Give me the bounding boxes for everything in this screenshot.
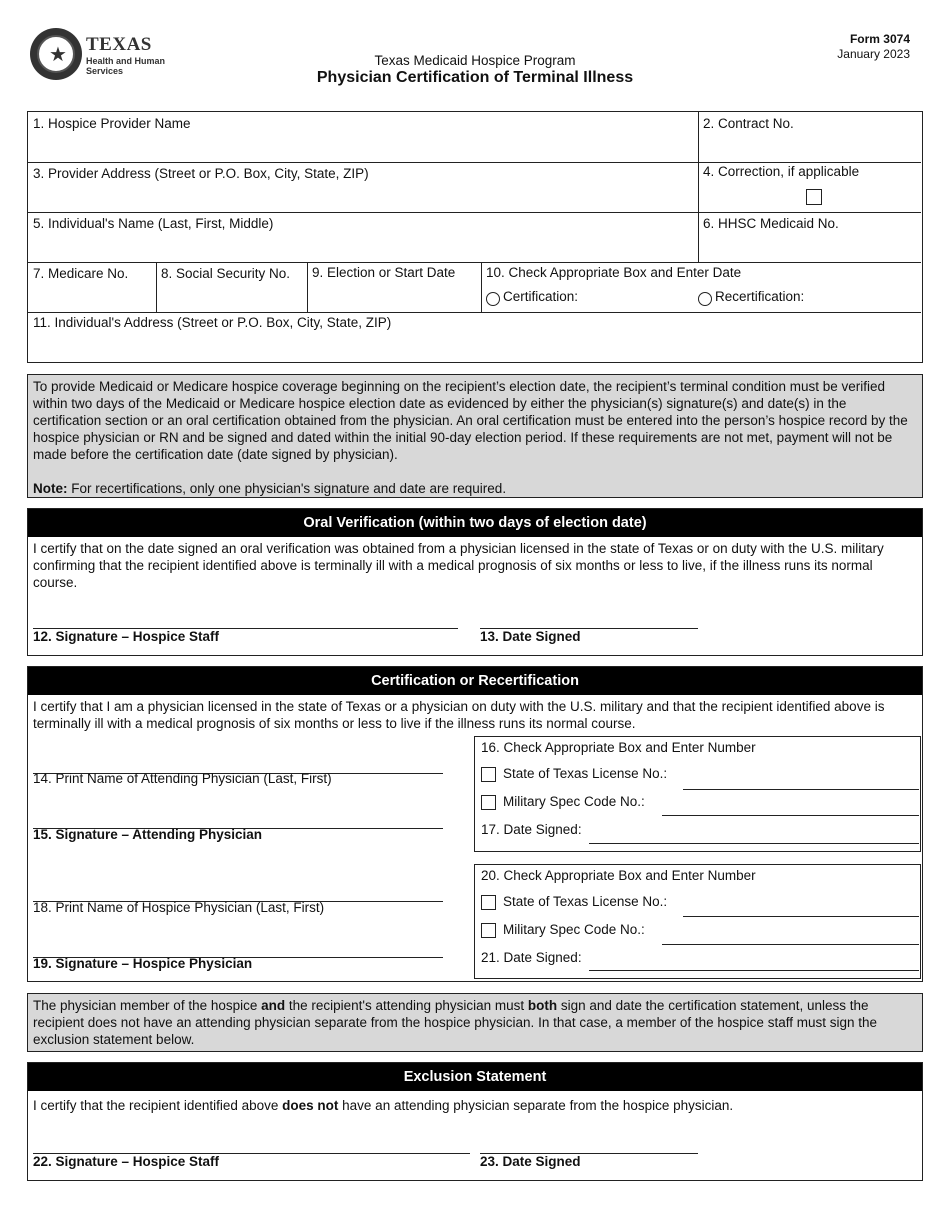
texas-license-label-16: State of Texas License No.: (503, 766, 668, 781)
field-2-contract-no[interactable]: 2. Contract No. (703, 116, 794, 131)
field-3-provider-address[interactable]: 3. Provider Address (Street or P.O. Box, City, State, ZIP) (33, 166, 369, 181)
certification-heading: Certification or Recertification (28, 667, 922, 695)
field-18-hospice-physician-name: 18. Print Name of Hospice Physician (Last, First) (33, 900, 325, 915)
certification-radio[interactable] (486, 292, 500, 306)
field-22-signature-hospice-staff: 22. Signature – Hospice Staff (33, 1154, 220, 1169)
field-5-individual-name[interactable]: 5. Individual's Name (Last, First, Middle) (33, 216, 274, 231)
certification-label: Certification: (503, 289, 579, 304)
exclusion-text-2: have an attending physician separate from the hospice physician. (338, 1098, 734, 1113)
note-text: For recertifications, only one physician's signature and date are required. (67, 481, 507, 496)
notice-2-text-3: sign and date the certification statement, unless the recipient does not have an attending physician separate from the hospice physician. In that case, a member of the hospice staff must sign the exclusion statement below. (33, 998, 877, 1047)
field-7-medicare-no[interactable]: 7. Medicare No. (33, 266, 129, 281)
field-10-check-box-date: 10. Check Appropriate Box and Enter Date (486, 265, 742, 280)
field-23-date-signed: 23. Date Signed (480, 1154, 581, 1169)
oral-verification-statement: I certify that on the date signed an oral verification was obtained from a physician licensed in the state of Texas or on duty with the U.S. military confirming that the recipient identified above is terminally ill with a medical prognosis of six months or less to live, if the illness runs its normal course. (33, 541, 884, 590)
provider-individual-info-grid (27, 111, 923, 363)
field-13-date-signed: 13. Date Signed (480, 629, 581, 644)
program-name: Texas Medicaid Hospice Program (374, 53, 576, 68)
texas-license-line-16[interactable] (683, 789, 919, 790)
form-title: Physician Certification of Terminal Illness (316, 69, 634, 86)
notice-2-bold-both: both (527, 998, 558, 1013)
exclusion-text-1: I certify that the recipient identified above (33, 1098, 283, 1113)
oral-verification-heading: Oral Verification (within two days of election date) (28, 509, 922, 537)
military-code-label-20: Military Spec Code No.: (503, 922, 645, 937)
recertification-label: Recertification: (715, 289, 805, 304)
field-17-date-signed: 17. Date Signed: (481, 822, 582, 837)
coverage-notice-text: To provide Medicaid or Medicare hospice coverage beginning on the recipient’s election date, the recipient’s terminal condition must be verified within two days of the Medicaid or Medicare hospice election date as evidenced by either the physician(s) signature(s) and date(s) in the certification section or an oral certification obtained from the physician. An oral certification must be entered into the person’s hospice record by the hospice physician or RN and be signed and dated within the initial 90-day election period. If these requirements are not met, payment will not be made before the certification date (date signed by physician). (33, 379, 908, 462)
military-code-label-16: Military Spec Code No.: (503, 794, 645, 809)
oral-verification-section (27, 508, 923, 656)
exclusion-statement-section (27, 1062, 923, 1181)
field-19-signature-hospice-physician: 19. Signature – Hospice Physician (33, 956, 253, 971)
field-20-check-box-number: 20. Check Appropriate Box and Enter Number (481, 868, 756, 883)
date-line-21[interactable] (589, 970, 919, 971)
military-code-line-20[interactable] (662, 944, 919, 945)
hospice-physician-license-box (474, 864, 921, 979)
logo-wordmark: TEXAS (86, 34, 152, 55)
attending-physician-license-box (474, 736, 921, 852)
exclusion-statement-text (33, 1097, 917, 1114)
coverage-notice (27, 374, 923, 498)
form-date: January 2023 (837, 47, 910, 61)
field-8-ssn[interactable]: 8. Social Security No. (161, 266, 291, 281)
date-line-17[interactable] (589, 843, 919, 844)
notice-2-text-2: the recipient's attending physician must (285, 998, 528, 1013)
exclusion-bold-does-not: does not (282, 1098, 339, 1113)
recertification-radio[interactable] (698, 292, 712, 306)
correction-checkbox[interactable] (806, 189, 822, 205)
form-number: Form 3074 (849, 32, 910, 46)
field-6-hhsc-medicaid-no[interactable]: 6. HHSC Medicaid No. (703, 216, 839, 231)
military-code-checkbox-20[interactable] (481, 923, 496, 938)
field-21-date-signed: 21. Date Signed: (481, 950, 582, 965)
logo-subtitle: Health and Human Services (86, 56, 166, 76)
physician-signature-notice (27, 993, 923, 1052)
star-icon: ★ (49, 42, 67, 66)
military-code-line-16[interactable] (662, 815, 919, 816)
field-4-correction: 4. Correction, if applicable (703, 164, 860, 179)
texas-license-line-20[interactable] (683, 916, 919, 917)
certification-statement: I certify that I am a physician licensed in the state of Texas or a physician on duty with the U.S. military and that the recipient identified above is terminally ill with a medical prognosis of six months or less to live if the illness runs its normal course. (33, 699, 885, 731)
notice-2-text-1: The physician member of the hospice (33, 998, 262, 1013)
note-label: Note: (33, 481, 68, 496)
field-1-hospice-provider-name[interactable]: 1. Hospice Provider Name (33, 116, 191, 131)
notice-2-bold-and: and (261, 998, 286, 1013)
field-9-election-start-date[interactable]: 9. Election or Start Date (312, 265, 456, 280)
field-15-signature-attending-physician: 15. Signature – Attending Physician (33, 827, 263, 842)
field-16-check-box-number: 16. Check Appropriate Box and Enter Number (481, 740, 756, 755)
field-12-signature-hospice-staff: 12. Signature – Hospice Staff (33, 629, 220, 644)
exclusion-statement-heading: Exclusion Statement (28, 1063, 922, 1091)
texas-license-checkbox-16[interactable] (481, 767, 496, 782)
recertification-note (33, 480, 917, 497)
certification-section (27, 666, 923, 982)
texas-license-label-20: State of Texas License No.: (503, 894, 668, 909)
military-code-checkbox-16[interactable] (481, 795, 496, 810)
texas-license-checkbox-20[interactable] (481, 895, 496, 910)
field-14-attending-physician-name: 14. Print Name of Attending Physician (Last, First) (33, 771, 332, 786)
field-11-individual-address[interactable]: 11. Individual's Address (Street or P.O. Box, City, State, ZIP) (33, 315, 392, 330)
